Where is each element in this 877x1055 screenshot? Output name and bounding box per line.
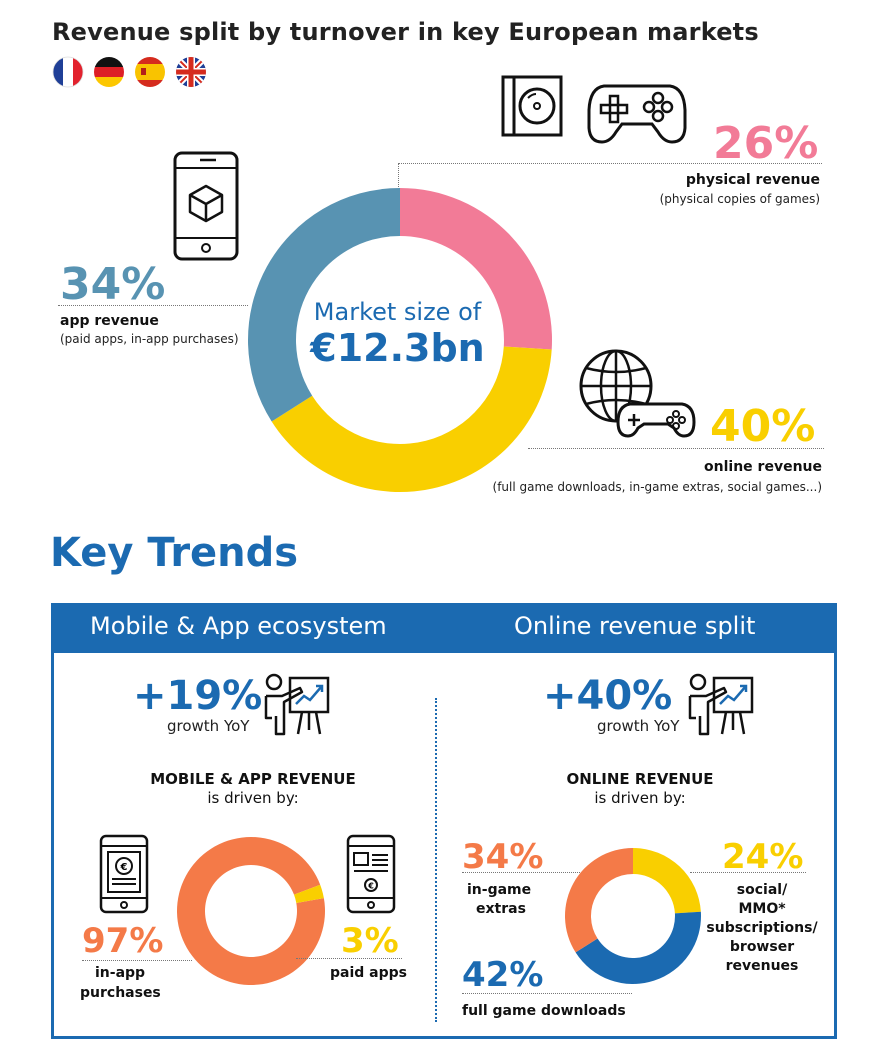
mobile-growth-value: +19% xyxy=(133,673,263,719)
physical-revenue-pct: 26% xyxy=(713,118,819,169)
online-caption-sub: is driven by: xyxy=(594,789,686,807)
online-caption-title: ONLINE REVENUE xyxy=(566,770,714,788)
svg-text:€: € xyxy=(368,881,374,891)
gamepad-icon xyxy=(586,80,688,146)
paid-apps-label: paid apps xyxy=(330,965,407,981)
online-section-header: Online revenue split xyxy=(514,612,756,640)
in-game-pct: 34% xyxy=(462,837,544,877)
paid-apps-pct: 3% xyxy=(341,921,399,961)
online-revenue-label: online revenue xyxy=(704,459,822,475)
game-case-icon xyxy=(500,74,564,138)
in-game-label-1: in-game xyxy=(467,882,532,898)
online-revenue-pct: 40% xyxy=(710,401,816,452)
in-app-label-1: in-app xyxy=(95,965,146,981)
mobile-caption-title: MOBILE & APP REVENUE xyxy=(150,770,356,788)
app-revenue-pct: 34% xyxy=(60,259,166,310)
mobile-section-header: Mobile & App ecosystem xyxy=(90,612,387,640)
online-gaming-icon xyxy=(578,348,698,440)
online-slice-full-game-downloads xyxy=(576,912,701,984)
in-app-phone-icon xyxy=(99,834,149,914)
key-trends-heading: Key Trends xyxy=(50,530,299,576)
full-game-label: full game downloads xyxy=(462,1003,626,1019)
app-revenue-label: app revenue xyxy=(60,313,159,329)
germany-flag-icon xyxy=(93,56,125,88)
spain-flag-icon xyxy=(134,56,166,88)
mobile-caption-sub: is driven by: xyxy=(207,789,299,807)
social-label-3: subscriptions/ xyxy=(706,920,818,936)
smartphone-icon xyxy=(172,150,240,262)
mobile-slice-in-app-purchases xyxy=(177,837,325,985)
presenter-chart-icon xyxy=(686,672,756,738)
app-revenue-sub: (paid apps, in-app purchases) xyxy=(60,332,239,346)
market-size-value: €12.3bn xyxy=(310,326,485,370)
mobile-growth-label: growth YoY xyxy=(167,717,250,735)
paid-app-phone-icon xyxy=(346,834,396,914)
uk-flag-icon xyxy=(175,56,207,88)
social-label-2: MMO* xyxy=(738,901,786,917)
section-divider xyxy=(435,698,437,1022)
social-label-4: browser xyxy=(729,939,795,955)
in-game-label-2: extras xyxy=(476,901,526,917)
online-growth-value: +40% xyxy=(543,673,673,719)
physical-revenue-label: physical revenue xyxy=(685,172,820,188)
physical-revenue-sub: (physical copies of games) xyxy=(659,192,820,206)
online-revenue-donut xyxy=(563,846,703,986)
online-growth-label: growth YoY xyxy=(597,717,680,735)
svg-text:€: € xyxy=(120,862,128,873)
full-game-pct: 42% xyxy=(462,955,544,995)
in-app-pct: 97% xyxy=(82,921,164,961)
france-flag-icon xyxy=(52,56,84,88)
social-label-1: social/ xyxy=(736,882,788,898)
online-slice-social-mmo-subscriptions-browser-revenues xyxy=(633,848,701,913)
mobile-revenue-donut xyxy=(176,836,326,986)
in-app-label-2: purchases xyxy=(80,985,161,1001)
online-revenue-sub: (full game downloads, in-game extras, social games...) xyxy=(492,480,822,494)
market-size-label: Market size of xyxy=(313,298,482,326)
online-slice-in-game-extras xyxy=(565,848,633,952)
page-title: Revenue split by turnover in key European markets xyxy=(52,18,759,46)
presenter-chart-icon xyxy=(262,672,332,738)
social-label-5: revenues xyxy=(725,958,799,974)
social-pct: 24% xyxy=(722,837,804,877)
